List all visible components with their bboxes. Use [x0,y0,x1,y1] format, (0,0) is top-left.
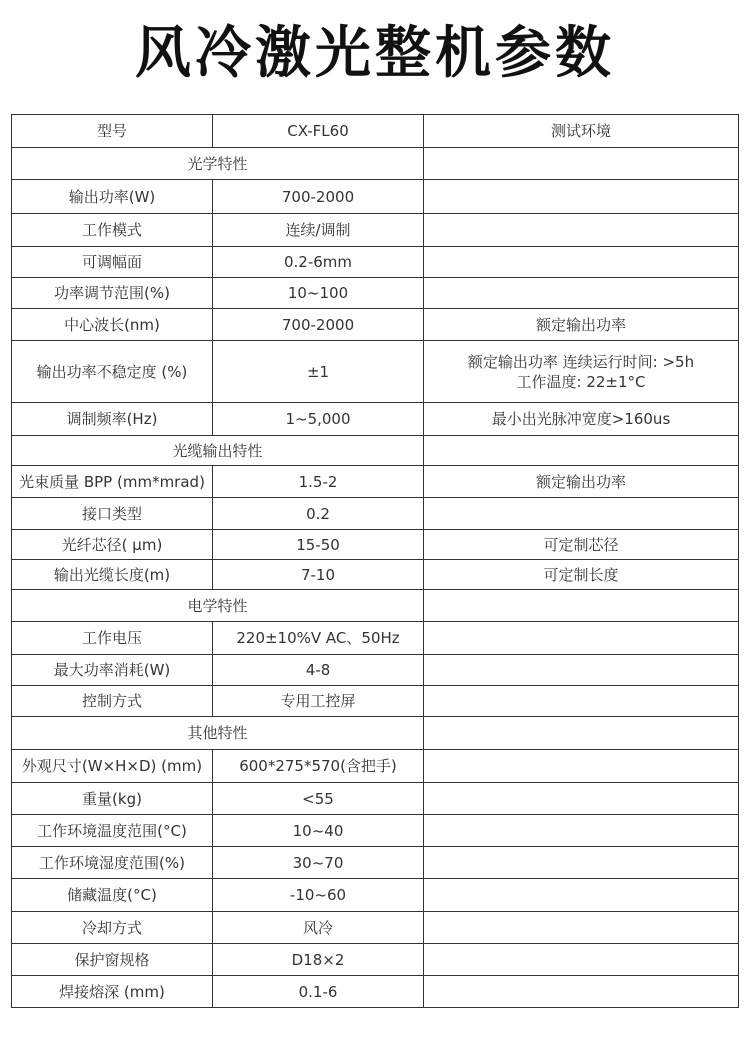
param-label: 中心波长(nm) [12,309,213,341]
param-test-env [424,944,739,976]
section-title: 电学特性 [12,590,424,622]
param-test-env: 可定制芯径 [424,530,739,560]
param-value: 7-10 [213,560,424,590]
param-test-env [424,815,739,847]
param-test-env: 最小出光脉冲宽度>160us [424,403,739,436]
param-label: 最大功率消耗(W) [12,655,213,686]
param-value: 10~100 [213,278,424,309]
table-row [12,278,739,309]
param-value: 0.2 [213,498,424,530]
param-value: 220±10%V AC、50Hz [213,622,424,655]
table-row [12,655,739,686]
table-row [12,309,739,341]
section-env-cell [424,717,739,750]
table-row [12,466,739,498]
param-value: 15-50 [213,530,424,560]
param-value: 700-2000 [213,309,424,341]
table-row [12,180,739,214]
param-label: 调制频率(Hz) [12,403,213,436]
param-test-env [424,180,739,214]
param-test-env [424,498,739,530]
table-row [12,341,739,403]
param-value: -10~60 [213,879,424,912]
param-test-env [424,847,739,879]
param-label: 可调幅面 [12,247,213,278]
param-label: 冷却方式 [12,912,213,944]
param-label: 工作环境温度范围(°C) [12,815,213,847]
param-value: 1.5-2 [213,466,424,498]
param-label: 功率调节范围(%) [12,278,213,309]
param-label: 储藏温度(°C) [12,879,213,912]
section-title: 光学特性 [12,148,424,180]
section-env-cell [424,590,739,622]
test-env-line: 额定输出功率 连续运行时间: >5h [467,352,695,371]
param-test-env: 可定制长度 [424,560,739,590]
page-title: 风冷激光整机参数 [135,21,615,86]
section-title: 其他特性 [12,717,424,750]
section-row [12,148,739,180]
table-row [12,750,739,783]
param-test-env: 额定输出功率 [424,466,739,498]
table-row [12,403,739,436]
param-label: 输出功率(W) [12,180,213,214]
table-row [12,247,739,278]
param-test-env [424,912,739,944]
param-value: 专用工控屏 [213,686,424,717]
table-row [12,847,739,879]
param-test-env [424,783,739,815]
param-label: 控制方式 [12,686,213,717]
param-test-env [424,341,739,403]
param-label: 工作模式 [12,214,213,247]
table-row [12,912,739,944]
section-row [12,436,739,466]
param-label: 外观尺寸(W×H×D) (mm) [12,750,213,783]
section-env-cell [424,436,739,466]
table-row [12,530,739,560]
param-label: 工作电压 [12,622,213,655]
table-row [12,879,739,912]
table-row [12,214,739,247]
section-env-cell [424,148,739,180]
header-test-env: 测试环境 [424,115,739,148]
param-label: 光纤芯径( μm) [12,530,213,560]
param-label: 工作环境湿度范围(%) [12,847,213,879]
table-row [12,944,739,976]
param-value: <55 [213,783,424,815]
param-value: 0.2-6mm [213,247,424,278]
param-value: D18×2 [213,944,424,976]
param-label: 输出功率不稳定度 (%) [12,341,213,403]
spec-table-body [12,115,739,1008]
table-row [12,498,739,530]
param-value: 风冷 [213,912,424,944]
section-row [12,717,739,750]
param-test-env [424,214,739,247]
param-label: 光束质量 BPP (mm*mrad) [12,466,213,498]
section-title: 光缆输出特性 [12,436,424,466]
param-test-env [424,622,739,655]
param-test-env [424,655,739,686]
param-label: 焊接熔深 (mm) [12,976,213,1008]
header-model-value: CX-FL60 [213,115,424,148]
param-test-env [424,879,739,912]
param-value: 700-2000 [213,180,424,214]
param-value: 10~40 [213,815,424,847]
spec-table [11,114,739,1008]
param-value: ±1 [213,341,424,403]
param-test-env [424,247,739,278]
param-label: 重量(kg) [12,783,213,815]
param-label: 保护窗规格 [12,944,213,976]
table-header-row [12,115,739,148]
param-value: 1~5,000 [213,403,424,436]
table-row [12,976,739,1008]
param-test-env: 额定输出功率 [424,309,739,341]
table-row [12,783,739,815]
section-row [12,590,739,622]
param-label: 输出光缆长度(m) [12,560,213,590]
param-value: 0.1-6 [213,976,424,1008]
param-test-env [424,976,739,1008]
table-row [12,815,739,847]
param-test-env [424,686,739,717]
param-value: 4-8 [213,655,424,686]
table-row [12,560,739,590]
header-model-label: 型号 [12,115,213,148]
param-value: 30~70 [213,847,424,879]
param-value: 600*275*570(含把手) [213,750,424,783]
param-value: 连续/调制 [213,214,424,247]
param-test-env [424,750,739,783]
param-test-env [424,278,739,309]
table-row [12,622,739,655]
param-label: 接口类型 [12,498,213,530]
table-row [12,686,739,717]
test-env-line: 工作温度: 22±1°C [516,372,646,391]
